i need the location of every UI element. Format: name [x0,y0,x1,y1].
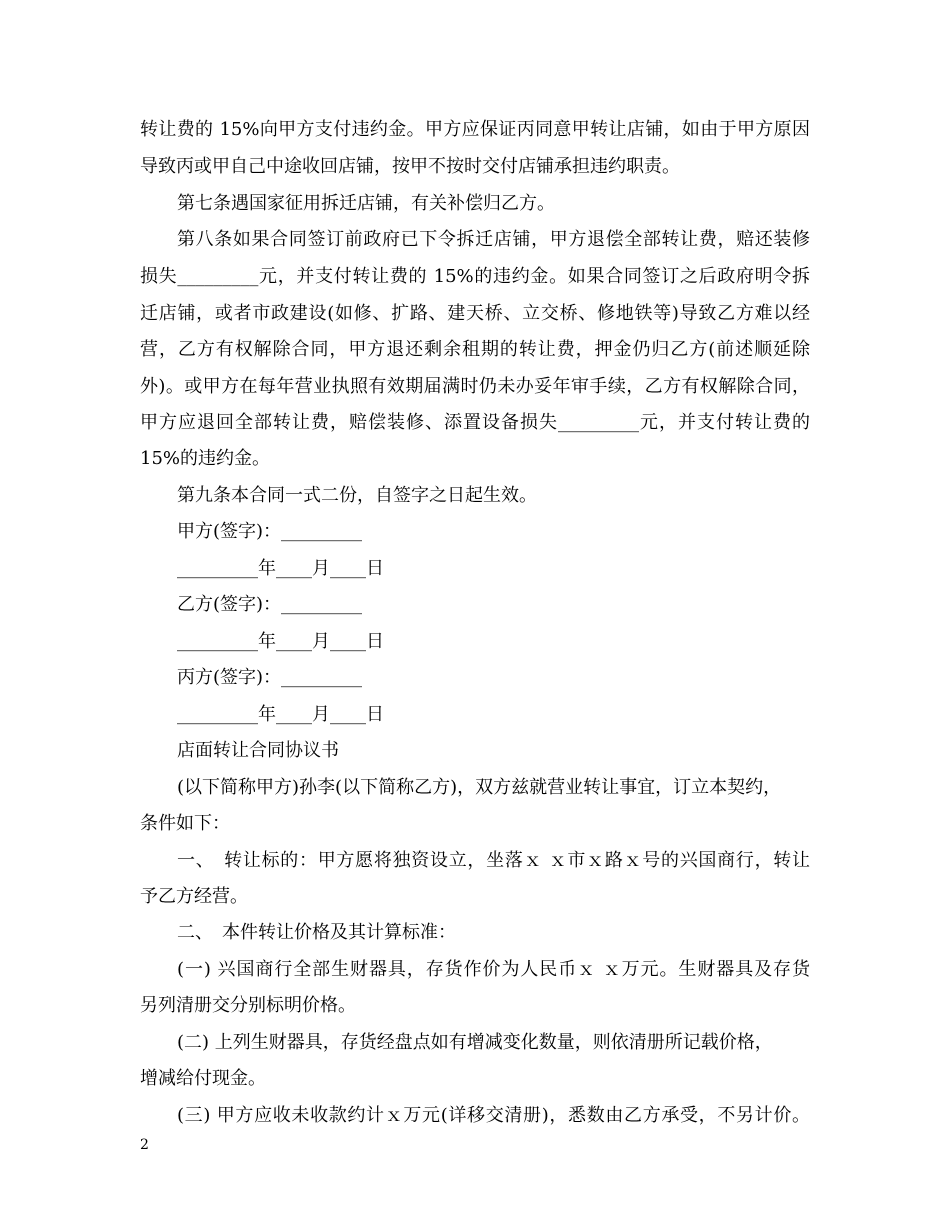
paragraph-line: 营，乙方有权解除合同，甲方退还剩余租期的转让费，押金仍归乙方(前述顺延除 [140,339,810,360]
party-c-signature: 丙方(签字)：_________ [177,667,363,688]
paragraph-line: 增减给付现金。 [140,1068,266,1089]
paragraph-line: 导致丙或甲自己中途收回店铺，按甲不按时交付店铺承担违约职责。 [140,156,680,177]
paragraph-line: 另列清册交分别标明价格。 [140,995,356,1016]
clause-seven: 第七条遇国家征用拆迁店铺，有关补偿归乙方。 [177,193,555,214]
clause-nine: 第九条本合同一式二份，自签字之日起生效。 [177,485,537,506]
party-b-date: _________年____月____日 [177,631,384,652]
party-a-date: _________年____月____日 [177,558,384,579]
paragraph-line: 转让费的 15%向甲方支付违约金。甲方应保证丙同意甲转让店铺，如由于甲方原因 [140,119,810,140]
paragraph-line: 15%的违约金。 [140,448,271,469]
item-two: 二、 本件转让价格及其计算标准： [177,922,456,943]
paragraph-line: 予乙方经营。 [140,886,248,907]
section-title: 店面转让合同协议书 [177,740,339,761]
paragraph-line: 迁店铺，或者市政建设(如修、扩路、建天桥、立交桥、修地铁等)导致乙方难以经 [140,303,810,324]
paragraph-line: 外)。或甲方在每年营业执照有效期届满时仍未办妥年审手续，乙方有权解除合同， [140,376,810,397]
paragraph-line: 甲方应退回全部转让费，赔偿装修、添置设备损失_________元，并支付转让费的 [140,412,810,433]
party-a-signature: 甲方(签字)：_________ [177,521,363,542]
paragraph-line: 条件如下： [140,813,230,834]
sub-item-two: (二) 上列生财器具，存货经盘点如有增减变化数量，则依清册所记载价格， [177,1032,773,1053]
party-b-signature: 乙方(签字)：_________ [177,594,363,615]
clause-eight: 第八条如果合同签订前政府已下令拆迁店铺，甲方退偿全部转让费，赔还装修 [177,229,810,250]
sub-item-three: (三) 甲方应收未收款约计ｘ万元(详移交清册)，悉数由乙方承受，不另计价。 [177,1105,810,1126]
page-number: 2 [140,1137,149,1153]
paragraph-line: 损失_________元，并支付转让费的 15%的违约金。如果合同签订之后政府明令拆 [140,266,810,287]
paragraph-line: (以下简称甲方)孙李(以下简称乙方)，双方兹就营业转让事宜，订立本契约， [177,777,782,798]
item-one: 一、 转让标的：甲方愿将独资设立，坐落ｘ ｘ市ｘ路ｘ号的兴国商行，转让 [177,850,810,871]
party-c-date: _________年____月____日 [177,704,384,725]
sub-item-one: (一) 兴国商行全部生财器具，存货作价为人民币ｘ ｘ万元。生财器具及存货 [177,959,810,980]
